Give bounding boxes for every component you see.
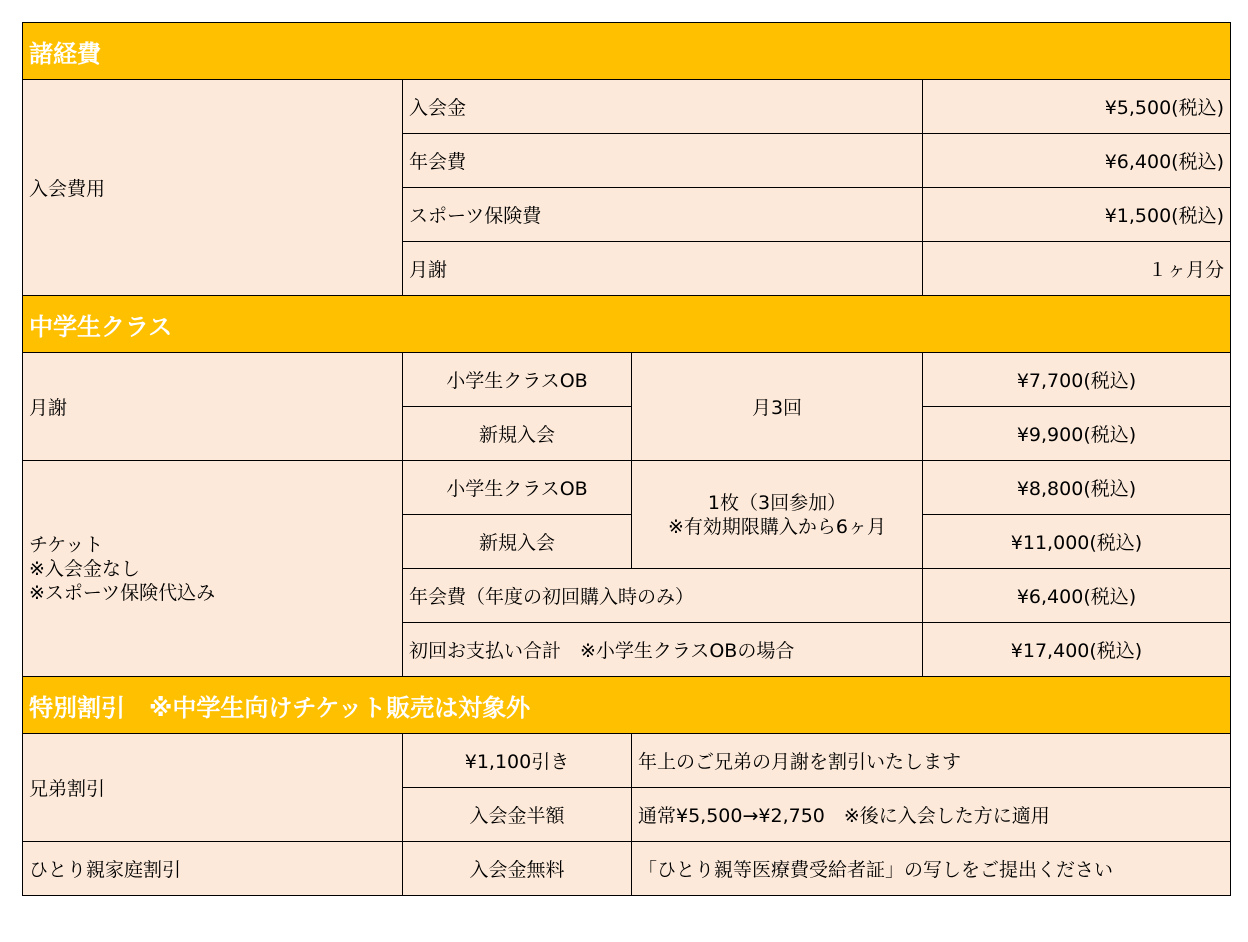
table-row bbox=[23, 461, 1231, 515]
discount-amount: 入会金無料 bbox=[403, 842, 632, 896]
table-row bbox=[23, 80, 1231, 134]
monthly-price: ¥9,900(税込) bbox=[923, 407, 1231, 461]
monthly-schedule: 月3回 bbox=[632, 353, 923, 461]
fee-price: １ヶ月分 bbox=[923, 242, 1231, 296]
ticket-label-line: チケット bbox=[29, 533, 104, 556]
fee-table bbox=[22, 22, 1231, 896]
total-label: 初回お支払い合計 ※小学生クラスOBの場合 bbox=[403, 623, 923, 677]
table-row bbox=[23, 353, 1231, 407]
fee-price: ¥6,400(税込) bbox=[923, 134, 1231, 188]
discount-amount: 入会金半額 bbox=[403, 788, 632, 842]
member-type: 小学生クラスOB bbox=[403, 461, 632, 515]
ticket-label bbox=[23, 461, 403, 677]
sibling-discount-label: 兄弟割引 bbox=[23, 734, 403, 842]
fee-item: スポーツ保険費 bbox=[403, 188, 923, 242]
ticket-label-line: ※入会金なし bbox=[29, 557, 140, 580]
fee-item: 年会費 bbox=[403, 134, 923, 188]
ticket-desc-line: ※有効期限購入から6ヶ月 bbox=[667, 515, 886, 538]
member-type: 小学生クラスOB bbox=[403, 353, 632, 407]
section-title-discount: 特別割引 ※中学生向けチケット販売は対象外 bbox=[23, 677, 1231, 734]
section-header-fees bbox=[23, 23, 1231, 80]
member-type: 新規入会 bbox=[403, 407, 632, 461]
monthly-price: ¥7,700(税込) bbox=[923, 353, 1231, 407]
fee-item: 月謝 bbox=[403, 242, 923, 296]
ticket-price: ¥8,800(税込) bbox=[923, 461, 1231, 515]
annual-fee-price: ¥6,400(税込) bbox=[923, 569, 1231, 623]
ticket-label-line: ※スポーツ保険代込み bbox=[29, 581, 216, 604]
discount-amount: ¥1,100引き bbox=[403, 734, 632, 788]
section-header-junior bbox=[23, 296, 1231, 353]
total-price: ¥17,400(税込) bbox=[923, 623, 1231, 677]
ticket-desc-line: 1枚（3回参加） bbox=[707, 491, 847, 514]
discount-note: 通常¥5,500→¥2,750 ※後に入会した方に適用 bbox=[632, 788, 1231, 842]
fee-table-sheet bbox=[22, 22, 1230, 896]
monthly-label: 月謝 bbox=[23, 353, 403, 461]
table-row bbox=[23, 734, 1231, 788]
table-row bbox=[23, 842, 1231, 896]
fee-price: ¥5,500(税込) bbox=[923, 80, 1231, 134]
fees-group-label: 入会費用 bbox=[23, 80, 403, 296]
fee-price: ¥1,500(税込) bbox=[923, 188, 1231, 242]
single-parent-discount-label: ひとり親家庭割引 bbox=[23, 842, 403, 896]
discount-note: 「ひとり親等医療費受給者証」の写しをご提出ください bbox=[632, 842, 1231, 896]
section-title-fees: 諸経費 bbox=[23, 23, 1231, 80]
section-title-junior: 中学生クラス bbox=[23, 296, 1231, 353]
member-type: 新規入会 bbox=[403, 515, 632, 569]
annual-fee-label: 年会費（年度の初回購入時のみ） bbox=[403, 569, 923, 623]
discount-note: 年上のご兄弟の月謝を割引いたします bbox=[632, 734, 1231, 788]
section-header-discount bbox=[23, 677, 1231, 734]
ticket-price: ¥11,000(税込) bbox=[923, 515, 1231, 569]
fee-item: 入会金 bbox=[403, 80, 923, 134]
ticket-description bbox=[632, 461, 923, 569]
